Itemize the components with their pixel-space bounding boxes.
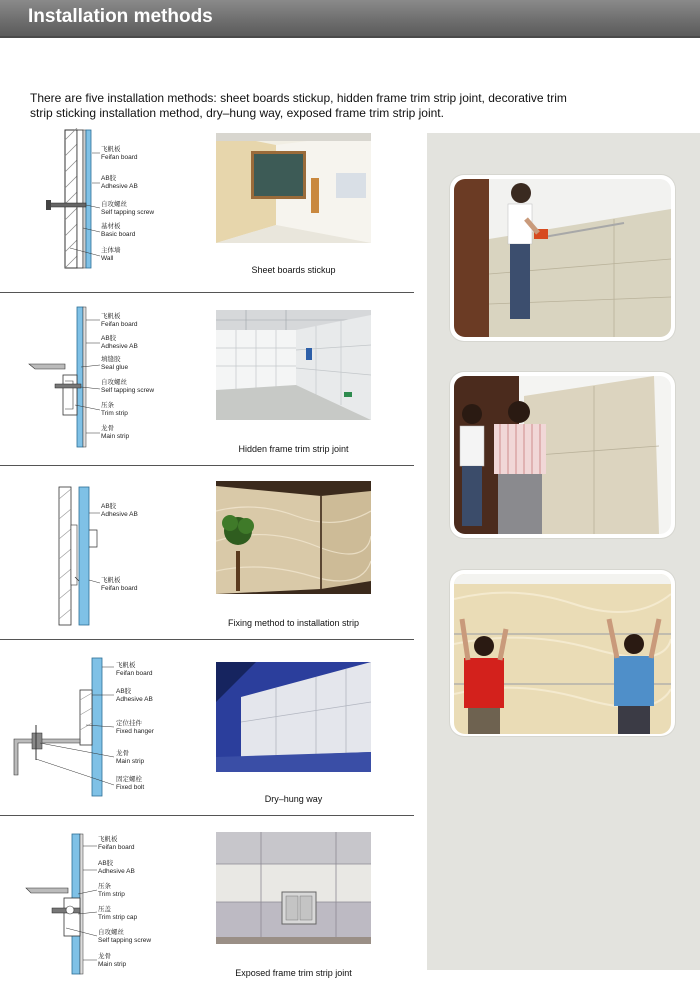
method-caption: Exposed frame trim strip joint: [235, 968, 352, 978]
diagram-label: 主体墙 Wall: [101, 247, 121, 262]
diagram-label: AB胶 Adhesive AB: [101, 175, 138, 190]
diagram-hidden-frame: [25, 305, 105, 450]
diagram-label: 固定螺栓 Fixed bolt: [116, 776, 145, 791]
diagram-label: 自攻螺丝 Self tapping screw: [101, 379, 155, 394]
diagram-label: 龙骨 Main strip: [98, 953, 127, 968]
photo-dry-hung-facade: [216, 662, 371, 772]
diagram-label: 填缝胶 Seal glue: [101, 356, 129, 371]
diagram-label: 压盖 Trim strip cap: [98, 906, 138, 921]
diagram-label: 飞帆板 Feifan board: [98, 836, 135, 851]
photo-hidden-frame-room: [216, 310, 371, 420]
diagram-label: AB胶 Adhesive AB: [116, 688, 153, 703]
section-divider: [0, 292, 414, 293]
photo-installers-checking-panel: [454, 376, 671, 534]
method-caption: Hidden frame trim strip joint: [238, 444, 349, 454]
section-divider: [0, 465, 414, 466]
page-title: Installation methods: [28, 6, 213, 27]
section-divider: [0, 815, 414, 816]
photo-corridor: [216, 133, 371, 243]
photo-frame-2: [450, 372, 675, 538]
diagram-label: 飞帆板 Feifan board: [101, 577, 138, 592]
diagram-label: AB胶 Adhesive AB: [101, 503, 138, 518]
diagram-label: 自攻螺丝 Self tapping screw: [98, 929, 152, 944]
diagram-label: 压条 Trim strip: [101, 402, 128, 417]
method-caption: Sheet boards stickup: [251, 265, 336, 275]
intro-text: There are five installation methods: sheet boards stickup, hidden frame trim strip joint, decorative trim strip sticking installation method, dry–hung way, exposed frame trim strip joint.: [30, 91, 567, 120]
diagram-dry-hung: [10, 655, 120, 800]
page-header: [0, 0, 700, 38]
diagram-label: 定位挂件 Fixed hanger: [116, 720, 154, 735]
photo-installer-drilling: [454, 179, 671, 337]
photo-installers-fitting-panels: [454, 574, 671, 734]
photo-frame-3: [450, 570, 675, 736]
diagram-label: 压条 Trim strip: [98, 883, 125, 898]
diagram-label: 龙骨 Main strip: [116, 750, 145, 765]
diagram-label: 龙骨 Main strip: [101, 425, 130, 440]
diagram-label: AB胶 Adhesive AB: [101, 335, 138, 350]
method-caption: Fixing method to installation strip: [227, 618, 360, 628]
photo-marble-panels: [216, 481, 371, 594]
method-caption: Dry–hung way: [264, 794, 323, 804]
diagram-label: 飞帆板 Feifan board: [101, 313, 138, 328]
diagram-label: AB胶 Adhesive AB: [98, 860, 135, 875]
diagram-label: 自攻螺丝 Self tapping screw: [101, 201, 155, 216]
diagram-label: 飞帆板 Feifan board: [101, 146, 138, 161]
diagram-label: 基材板 Basic board: [101, 223, 136, 238]
photo-exposed-frame-wall: [216, 832, 371, 944]
section-divider: [0, 639, 414, 640]
photo-frame-1: [450, 175, 675, 341]
diagram-label: 飞帆板 Feifan board: [116, 662, 153, 677]
diagram-exposed-frame: [22, 832, 102, 977]
